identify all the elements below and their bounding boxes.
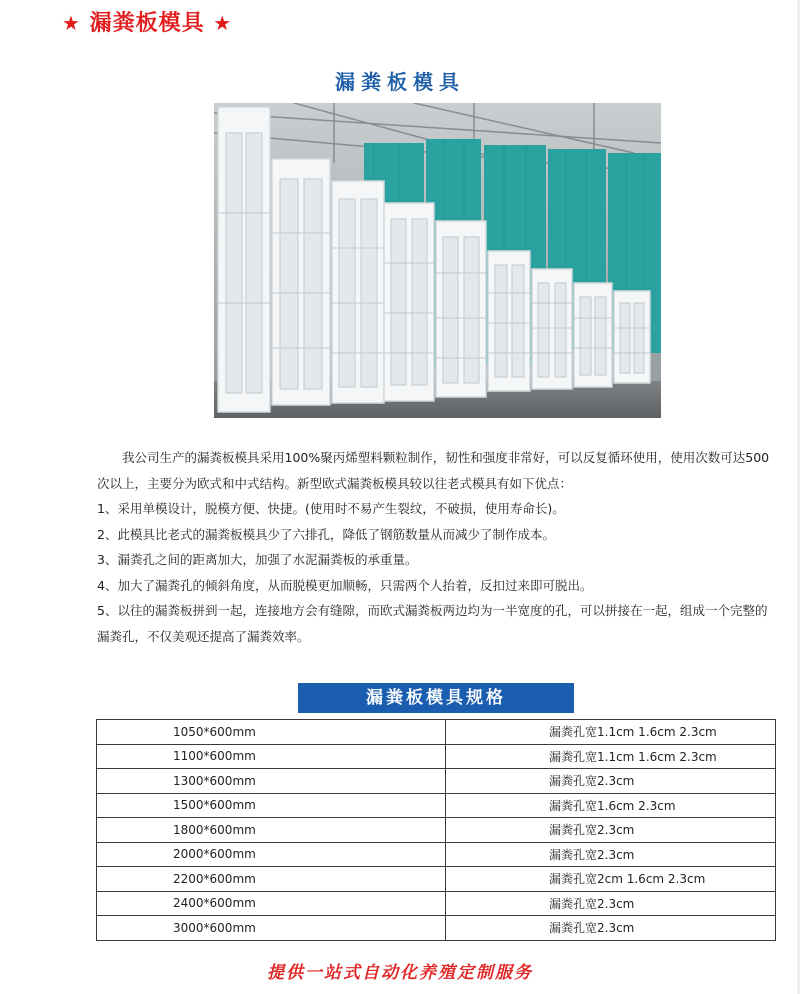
product-photo [214,103,661,418]
table-row [97,744,776,769]
table-row [97,842,776,867]
hole-width-cell: 漏粪孔宽2.3cm [446,891,776,916]
advantage-item: 3、漏粪孔之间的距离加大，加强了水泥漏粪板的承重量。 [97,552,418,567]
size-cell: 2000*600mm [97,842,446,867]
table-row [97,720,776,745]
hole-width-cell: 漏粪孔宽1.1cm 1.6cm 2.3cm [446,720,776,745]
advantage-item: 2、此模具比老式的漏粪板模具少了六排孔，降低了钢筋数量从而减少了制作成本。 [97,526,555,542]
footer-slogan: 提供一站式自动化养殖定制服务 [267,963,533,983]
size-cell: 1100*600mm [97,744,446,769]
hole-width-cell: 漏粪孔宽1.1cm 1.6cm 2.3cm [446,744,776,769]
photo-title: 漏粪板模具 [335,70,465,94]
hole-width-cell: 漏粪孔宽2.3cm [446,842,776,867]
table-row [97,916,776,941]
table-row [97,818,776,843]
hole-width-cell: 漏粪孔宽2.3cm [446,769,776,794]
hole-width-cell: 漏粪孔宽2.3cm [446,818,776,843]
size-cell: 1500*600mm [97,793,446,818]
intro-paragraph: 我公司生产的漏粪板模具采用100%聚丙烯塑料颗粒制作，韧性和强度非常好，可以反复循环使用，使用次数可达500次以上，主要分为欧式和中式结构。新型欧式漏粪板模具较以往老式模具有如下优点： [97,450,770,491]
hole-width-cell: 漏粪孔宽1.6cm 2.3cm [446,793,776,818]
table-row [97,793,776,818]
advantage-item: 1、采用单模设计，脱模方便、快捷。(使用时不易产生裂纹，不破损，使用寿命长)。 [97,501,565,516]
intro-text [97,445,777,649]
table-row [97,769,776,794]
size-cell: 3000*600mm [97,916,446,941]
spec-table [96,719,776,941]
hole-width-cell: 漏粪孔宽2cm 1.6cm 2.3cm [446,867,776,892]
star-icon: ★ [213,11,233,35]
size-cell: 2200*600mm [97,867,446,892]
advantage-item: 4、加大了漏粪孔的倾斜角度，从而脱模更加顺畅，只需两个人抬着，反扣过来即可脱出。 [97,577,593,593]
advantage-item: 5、以往的漏粪板拼到一起，连接地方会有缝隙，而欧式漏粪板两边均为一半宽度的孔，可以拼接在一起，组成一个完整的漏粪孔，不仅美观还提高了漏粪效率。 [97,603,768,644]
star-icon: ★ [62,11,81,35]
table-row [97,891,776,916]
spec-heading: 漏粪板模具规格 [298,683,574,713]
page-title-text: 漏粪板模具 [89,11,205,36]
size-cell: 2400*600mm [97,891,446,916]
size-cell: 1800*600mm [97,818,446,843]
size-cell: 1050*600mm [97,720,446,745]
size-cell: 1300*600mm [97,769,446,794]
table-row [97,867,776,892]
hole-width-cell: 漏粪孔宽2.3cm [446,916,776,941]
page-title [62,6,232,37]
